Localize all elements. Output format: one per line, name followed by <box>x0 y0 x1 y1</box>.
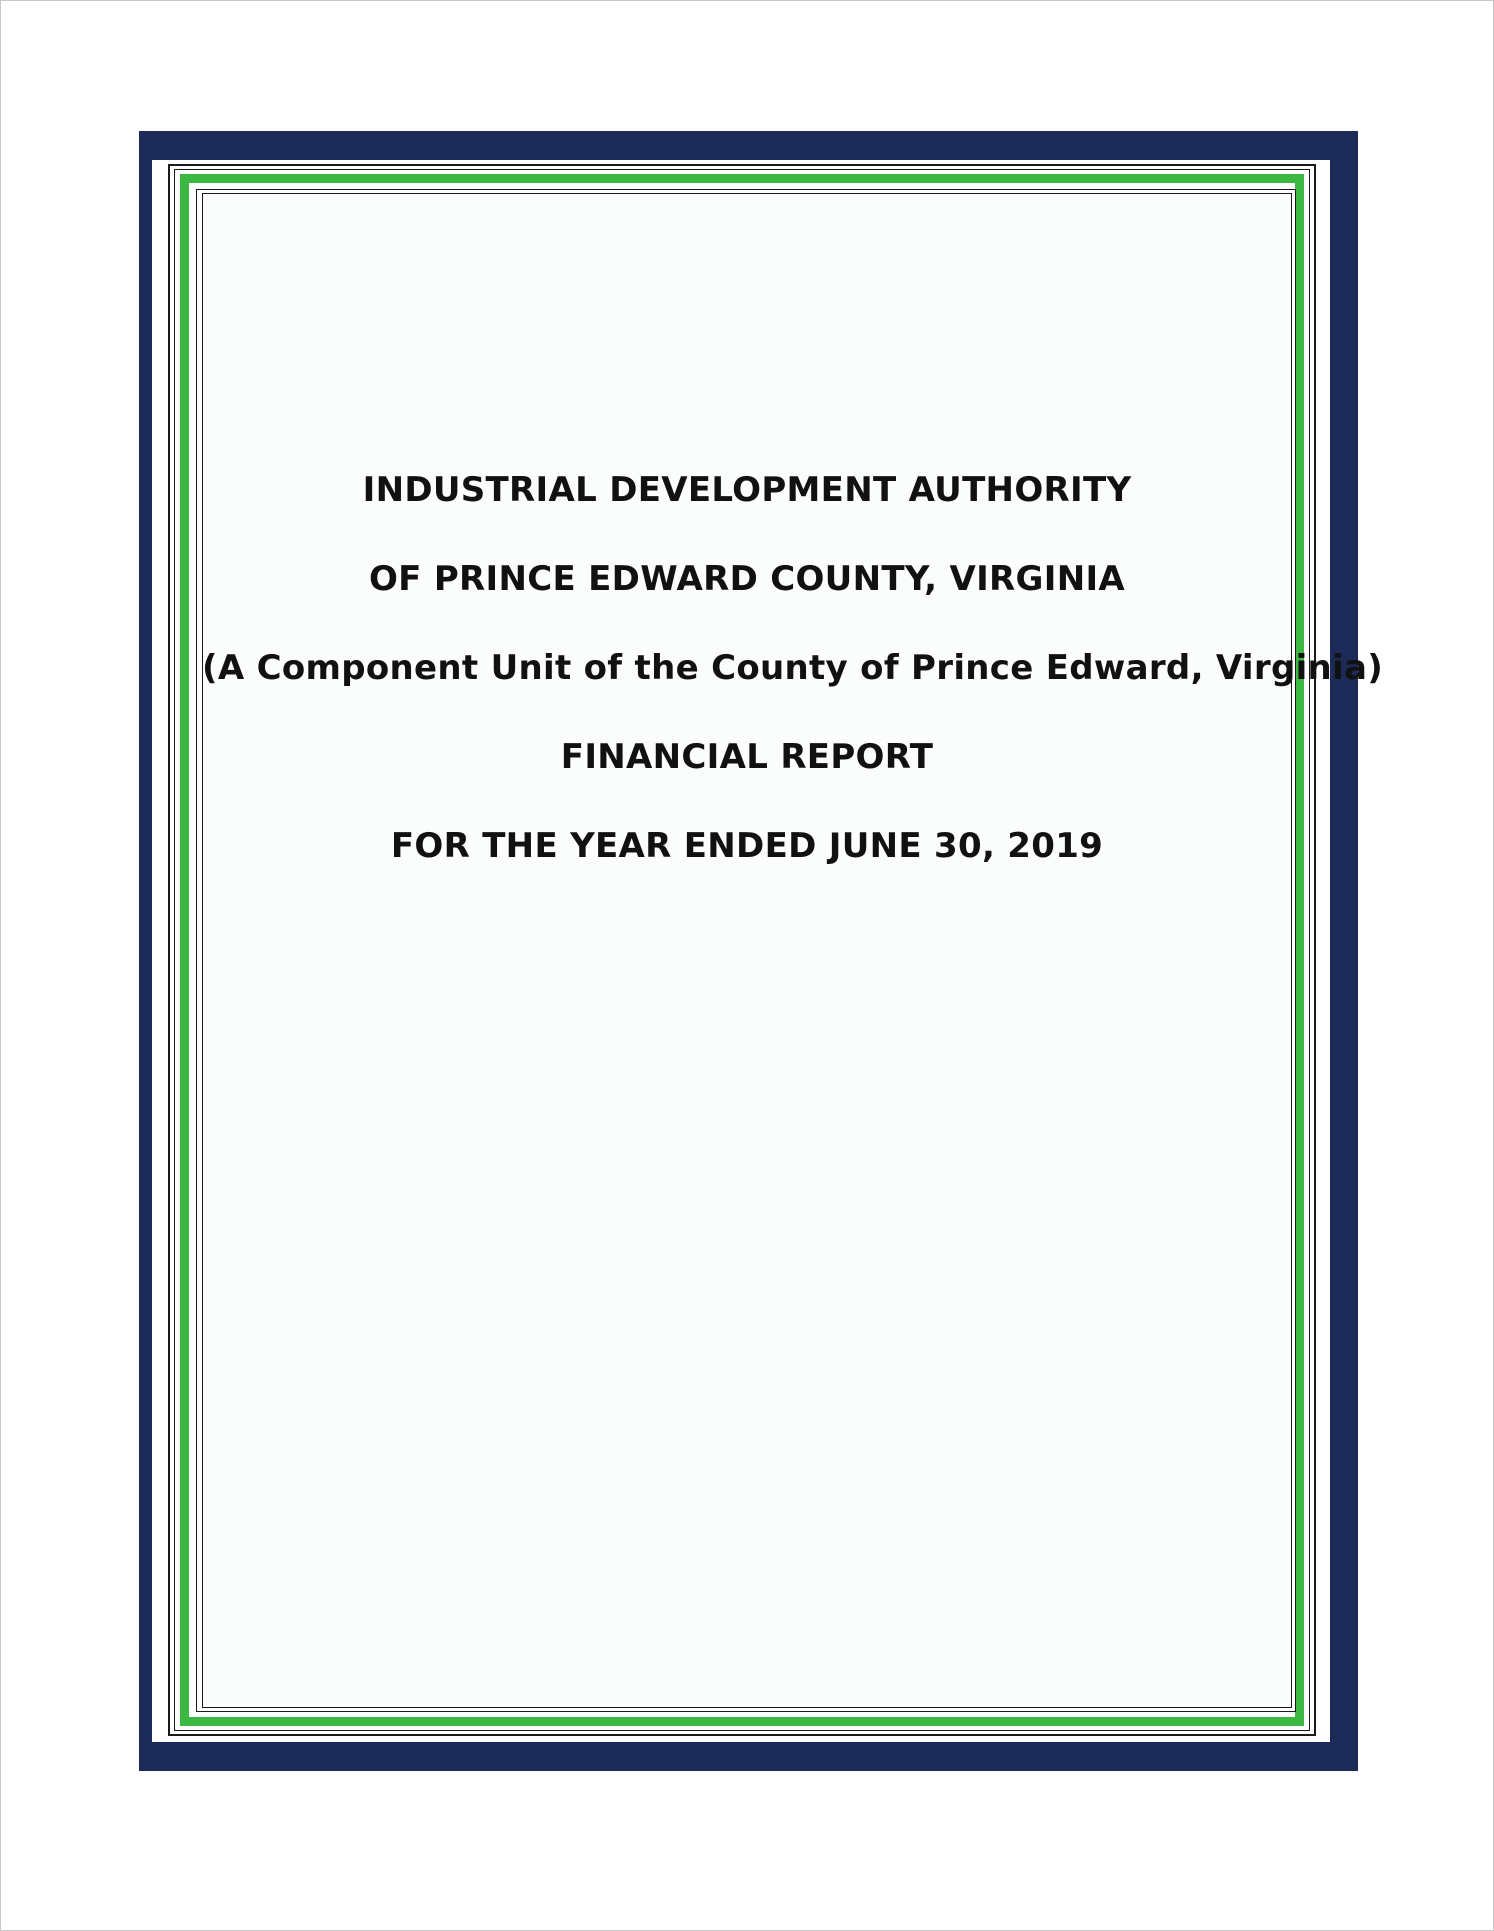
inner-hairline-frame <box>202 193 1384 1708</box>
authority-name-line-2: OF PRINCE EDWARD COUNTY, VIRGINIA <box>368 559 1126 599</box>
component-unit-subtitle: (A Component Unit of the County of Prince Edward, Virginia) <box>202 648 1384 688</box>
report-period: FOR THE YEAR ENDED JUNE 30, 2019 <box>390 826 1104 866</box>
authority-name-line-1: INDUSTRIAL DEVELOPMENT AUTHORITY <box>362 470 1132 510</box>
report-type: FINANCIAL REPORT <box>560 737 934 777</box>
cover-title-block <box>202 470 1384 915</box>
